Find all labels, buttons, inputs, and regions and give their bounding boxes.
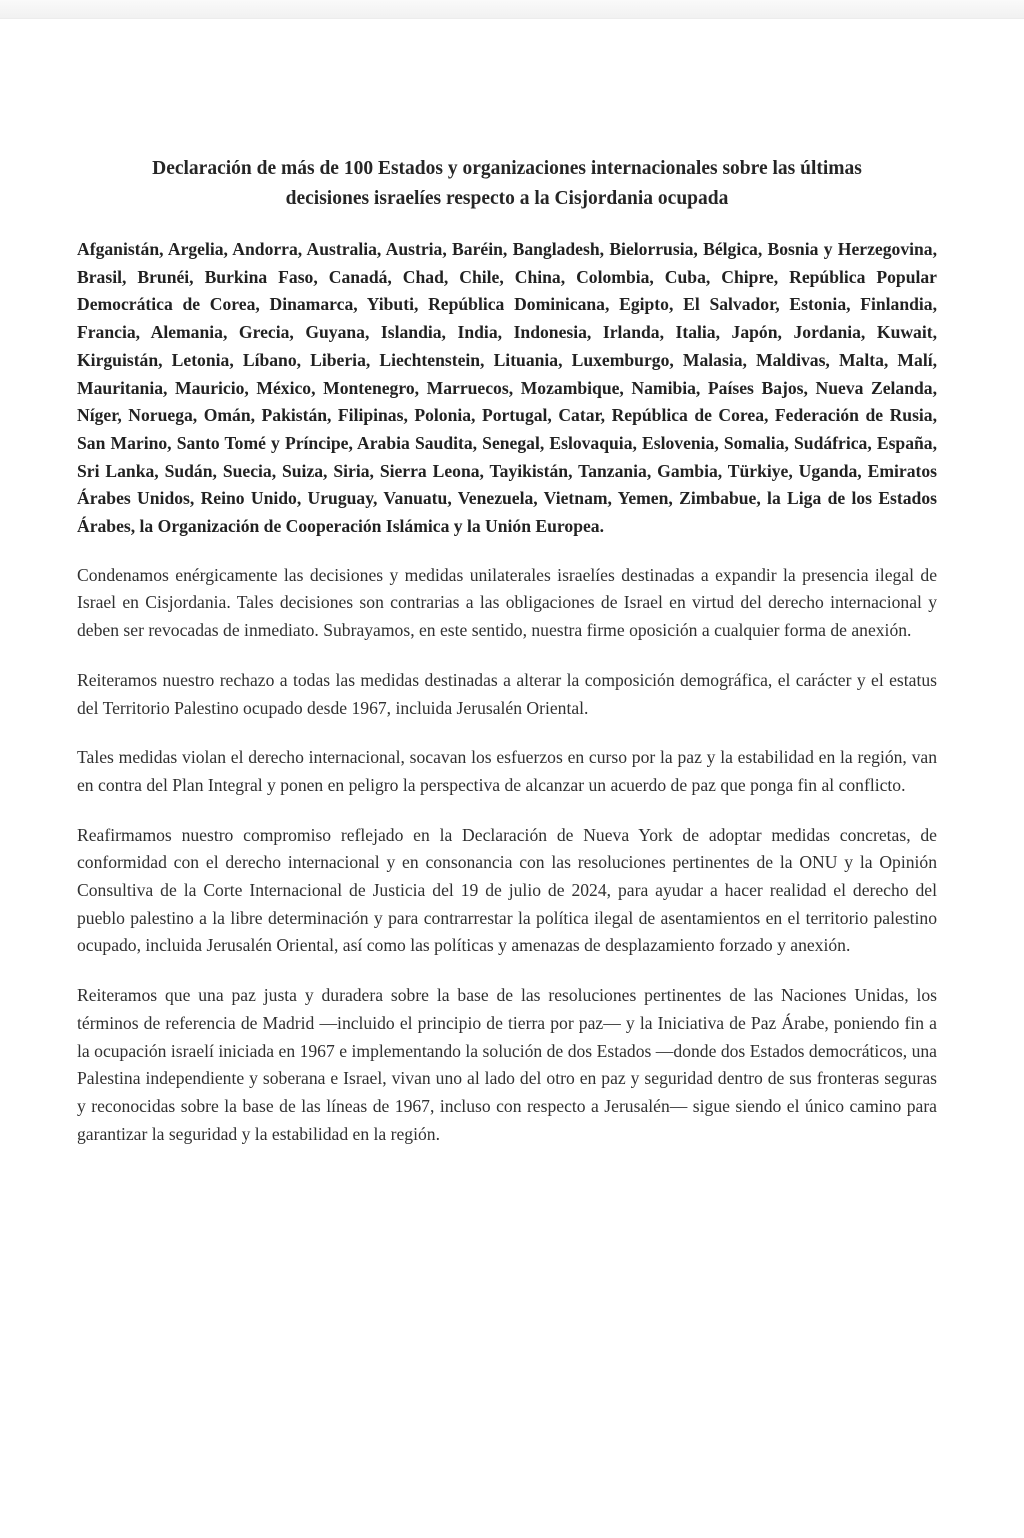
paragraph-two-state-solution: Reiteramos que una paz justa y duradera sobre la base de las resoluciones pertinentes de las Naciones Unidas, los términos de referencia de Madrid —incluido el principio de tierra por paz— y la Iniciativa de Paz Árabe, poniendo fin a la ocupación israelí iniciada en 1967 e implementando la solución de dos Estados —donde dos Estados democráticos, una Palestina independiente y soberana e Israel, vivan uno al lado del otro en paz y seguridad dentro de sus fronteras seguras y reconocidas sobre la base de las líneas de 1967, incluso con respecto a Jerusalén— sigue siendo el único camino para garantizar la seguridad y la estabilidad en la región. <box>77 985 937 1144</box>
signatories-list: Afganistán, Argelia, Andorra, Australia, Austria, Baréin, Bangladesh, Bielorrusia, Bélgica, Bosnia y Herzegovina, Brasil, Brunéi, Burkina Faso, Canadá, Chad, Chile, China, Colombia, Cuba, Chipre, República Popular Democrática de Corea, Dinamarca, Yibuti, República Dominicana, Egipto, El Salvador, Estonia, Finlandia, Francia, Alemania, Grecia, Guyana, Islandia, India, Indonesia, Irlanda, Italia, Japón, Jordania, Kuwait, Kirguistán, Letonia, Líbano, Liberia, Liechtenstein, Lituania, Luxemburgo, Malasia, Maldivas, Malta, Malí, Mauritania, Mauricio, México, Montenegro, Marruecos, Mozambique, Namibia, Países Bajos, Nueva Zelanda, Níger, Noruega, Omán, Pakistán, Filipinas, Polonia, Portugal, Catar, República de Corea, Federación de Rusia, San Marino, Santo Tomé y Príncipe, Arabia Saudita, Senegal, Eslovaquia, Eslovenia, Somalia, Sudáfrica, España, Sri Lanka, Sudán, Suecia, Suiza, Siria, Sierra Leona, Tayikistán, Tanzania, Gambia, Türkiye, Uganda, Emiratos Árabes Unidos, Reino Unido, Uruguay, Vanuatu, Venezuela, Vietnam, Yemen, Zimbabue, la Liga de los Estados Árabes, la Organización de Cooperación Islámica y la Unión Europea. <box>77 239 937 537</box>
title-line-2: decisiones israelíes respecto a la Cisjordania ocupada <box>285 188 729 209</box>
paragraph-rejection: Reiteramos nuestro rechazo a todas las medidas destinadas a alterar la composición demográfica, el carácter y el estatus del Territorio Palestino ocupado desde 1967, incluida Jerusalén Oriental. <box>77 669 937 718</box>
top-status-bar <box>0 0 1024 19</box>
paragraph-condemnation: Condenamos enérgicamente las decisiones y medidas unilaterales israelíes destinadas a expandir la presencia ilegal de Israel en Cisjordania. Tales decisiones son contrarias a las obligaciones de Israel en virtud del derecho internacional y deben ser revocadas de inmediato. Subrayamos, en este sentido, nuestra firme oposición a cualquier forma de anexión. <box>77 564 937 641</box>
document-page <box>77 154 937 1148</box>
document-title <box>77 154 937 214</box>
paragraph-commitment: Reafirmamos nuestro compromiso reflejado en la Declaración de Nueva York de adoptar medidas concretas, de conformidad con el derecho internacional y en consonancia con las resoluciones pertinentes de la ONU y la Opinión Consultiva de la Corte Internacional de Justicia del 19 de julio de 2024, para ayudar a hacer realidad el derecho del pueblo palestino a la libre determinación y para contrarrestar la política ilegal de asentamientos en el territorio palestino ocupado, incluida Jerusalén Oriental, así como las políticas y amenazas de desplazamiento forzado y anexión. <box>77 824 937 956</box>
title-line-1: Declaración de más de 100 Estados y organizaciones internacionales sobre las últimas <box>152 158 862 179</box>
paragraph-violations: Tales medidas violan el derecho internacional, socavan los esfuerzos en curso por la paz y la estabilidad en la región, van en contra del Plan Integral y ponen en peligro la perspectiva de alcanzar un acuerdo de paz que ponga fin al conflicto. <box>77 747 937 795</box>
